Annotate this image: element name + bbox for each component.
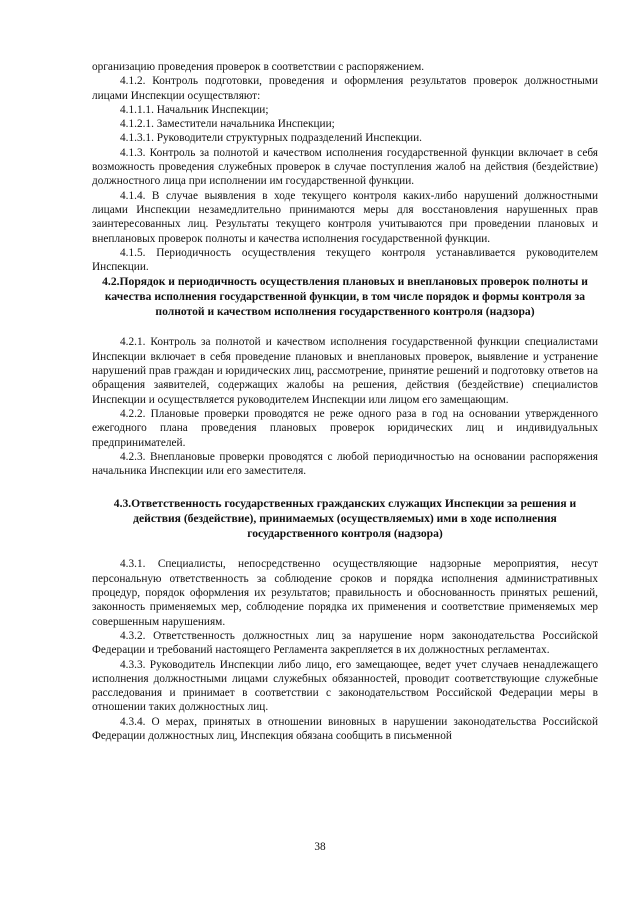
paragraph-4-2-3: 4.2.3. Внеплановые проверки проводятся с любой периодичностью на основании распоряжения начальника Инспекции или его заместителя.: [92, 450, 598, 478]
document-page: [92, 60, 598, 743]
paragraph-4-2-1: 4.2.1. Контроль за полнотой и качеством исполнения государственной функции специалистами Инспекции включает в себя проведение плановых и внеплановых проверок, выявление и устранение нарушений прав граждан и юридических лиц, рассмотрение, принятие решений и подготовку ответов на обращения заявителей, содержащих жалобы на решения, действия (бездействие) специалистов Инспекции и осуществляется руководителем Инспекции или лицом его замещающим.: [92, 336, 598, 406]
section-heading-4-3: 4.3.Ответственность государственных гражданских служащих Инспекции за решения и действия (бездействие), принимаемых (осуществляемых) ими в ходе исполнения государственного контроля (надзора): [113, 497, 577, 541]
spacer: [92, 319, 598, 335]
paragraph-continuation: организацию проведения проверок в соответствии с распоряжением.: [92, 61, 425, 73]
paragraph-4-1-5: 4.1.5. Периодичность осуществления текущего контроля устанавливается руководителем Инспекции.: [92, 246, 598, 274]
paragraph-4-2-2: 4.2.2. Плановые проверки проводятся не реже одного раза в год на основании утвержденного ежегодного плана проведения плановых проверок юридических лиц и индивидуальных предпринимателей.: [92, 407, 598, 449]
paragraph-4-1-2: 4.1.2. Контроль подготовки, проведения и оформления результатов проверок должностными лицами Инспекции осуществляют:: [92, 75, 598, 102]
list-item-4-1-1-1: 4.1.1.1. Начальник Инспекции;: [120, 103, 269, 116]
section-heading-4-2: 4.2.Порядок и периодичность осуществления плановых и внеплановых проверок полноты и качества исполнения государственной функции, в том числе порядок и формы контроля за полнотой и качеством исполнения государственного контроля (надзора): [102, 275, 588, 319]
paragraph-4-1-3: 4.1.3. Контроль за полнотой и качеством исполнения государственной функции включает в себя возможность проведения служебных проверок в случае поступления жалоб на действия (бездействие) должностного лица при исполнении им государственной функции.: [92, 146, 598, 188]
paragraph-4-3-3: 4.3.3. Руководитель Инспекции либо лицо, его замещающее, ведет учет случаев ненадлежащего исполнения должностными лицами служебных обязанностей, проводит соответствующие служебные расследования и принимает в соответствии с законодательством Российской Федерации меры в отношении таких должностных лиц.: [92, 658, 598, 714]
paragraph-4-3-1: 4.3.1. Специалисты, непосредственно осуществляющие надзорные мероприятия, несут персональную ответственность за соблюдение сроков и порядка исполнения административных процедур, порядок оформления их результатов; правильность и обоснованность принятых решений, законность применяемых мер, соблюдение порядка их применения и соответствие применяемых мер совершенным нарушениям.: [92, 558, 598, 628]
page-number: 38: [314, 841, 326, 853]
paragraph-4-1-4: 4.1.4. В случае выявления в ходе текущего контроля каких-либо нарушений должностными лицами Инспекции незамедлительно принимаются меры для восстановления нарушенных прав заинтересованных лиц. Результаты текущего контроля учитываются при проведении плановых и внеплановых проверок полноты и качества исполнения государственной функции.: [92, 189, 598, 245]
spacer: [92, 541, 598, 557]
paragraph-4-3-4: 4.3.4. О мерах, принятых в отношении виновных в нарушении законодательства Российской Федерации должностных лиц, Инспекция обязана сообщить в письменной: [92, 715, 598, 742]
list-item-4-1-3-1: 4.1.3.1. Руководители структурных подразделений Инспекции.: [120, 132, 422, 145]
spacer: [92, 478, 598, 496]
paragraph-4-3-2: 4.3.2. Ответственность должностных лиц за нарушение норм законодательства Российской Федерации и требований настоящего Регламента закрепляется в их должностных регламентах.: [92, 629, 598, 657]
list-item-4-1-2-1: 4.1.2.1. Заместители начальника Инспекции;: [120, 118, 335, 131]
